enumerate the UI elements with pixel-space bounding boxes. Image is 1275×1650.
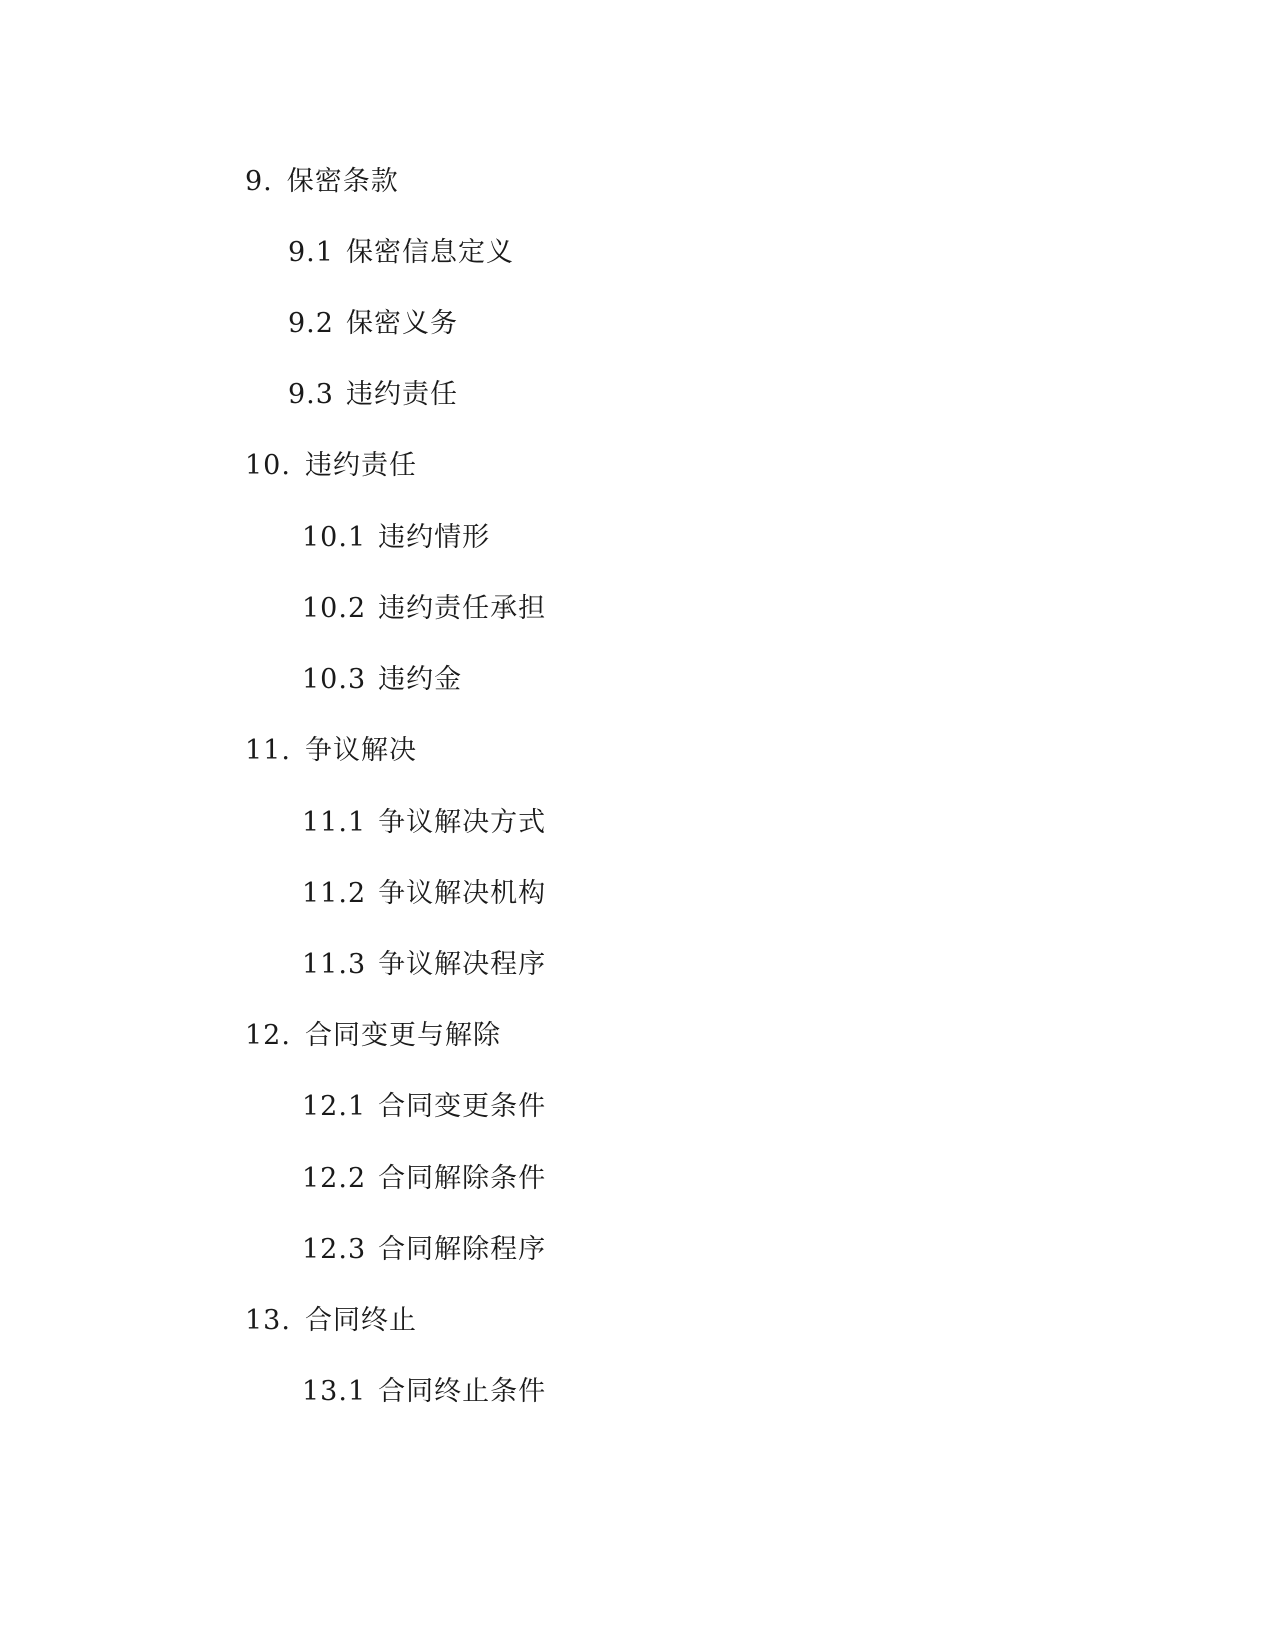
subsection-title: 争议解决程序 <box>378 949 547 980</box>
section-number: 9. <box>245 166 273 197</box>
subsection-title: 合同终止条件 <box>378 1376 547 1407</box>
subsection-title: 争议解决机构 <box>378 878 547 909</box>
section-title: 争议解决 <box>304 735 417 766</box>
subsection-number: 11.3 <box>302 949 367 980</box>
subsection-11-3 <box>302 947 546 983</box>
subsection-number: 13.1 <box>302 1376 367 1407</box>
subsection-10-3 <box>302 662 462 698</box>
subsection-number: 12.2 <box>302 1163 367 1194</box>
subsection-title: 争议解决方式 <box>378 807 547 838</box>
subsection-number: 12.3 <box>302 1234 367 1265</box>
subsection-title: 合同解除条件 <box>378 1163 547 1194</box>
subsection-12-3 <box>302 1232 546 1268</box>
subsection-number: 10.1 <box>302 522 367 553</box>
subsection-title: 保密信息定义 <box>345 237 514 268</box>
subsection-number: 10.3 <box>302 664 367 695</box>
section-number: 10. <box>245 450 291 481</box>
subsection-number: 9.1 <box>288 237 334 268</box>
section-title: 保密条款 <box>286 166 399 197</box>
subsection-number: 12.1 <box>302 1091 367 1122</box>
subsection-11-1 <box>302 805 546 841</box>
subsection-9-2 <box>288 306 458 342</box>
subsection-number: 11.1 <box>302 807 367 838</box>
section-number: 13. <box>245 1305 291 1336</box>
subsection-title: 违约责任承担 <box>378 593 547 624</box>
section-number: 12. <box>245 1020 291 1051</box>
section-heading-9 <box>245 164 399 200</box>
subsection-number: 9.3 <box>288 379 334 410</box>
subsection-number: 11.2 <box>302 878 367 909</box>
subsection-9-3 <box>288 377 458 413</box>
subsection-12-1 <box>302 1089 546 1125</box>
section-title: 合同变更与解除 <box>304 1020 501 1051</box>
subsection-title: 违约金 <box>378 664 463 695</box>
subsection-title: 保密义务 <box>345 308 458 339</box>
subsection-number: 10.2 <box>302 593 367 624</box>
subsection-title: 合同解除程序 <box>378 1234 547 1265</box>
section-number: 11. <box>245 735 291 766</box>
subsection-title: 合同变更条件 <box>378 1091 547 1122</box>
subsection-number: 9.2 <box>288 308 334 339</box>
subsection-11-2 <box>302 876 546 912</box>
subsection-title: 违约情形 <box>378 522 491 553</box>
section-heading-12 <box>245 1018 501 1054</box>
subsection-12-2 <box>302 1161 546 1197</box>
subsection-10-2 <box>302 591 546 627</box>
subsection-title: 违约责任 <box>345 379 458 410</box>
subsection-9-1 <box>288 235 514 271</box>
section-title: 违约责任 <box>304 450 417 481</box>
section-heading-13 <box>245 1303 417 1339</box>
section-heading-11 <box>245 733 417 769</box>
section-title: 合同终止 <box>304 1305 417 1336</box>
subsection-10-1 <box>302 520 490 556</box>
subsection-13-1 <box>302 1374 546 1410</box>
section-heading-10 <box>245 448 417 484</box>
